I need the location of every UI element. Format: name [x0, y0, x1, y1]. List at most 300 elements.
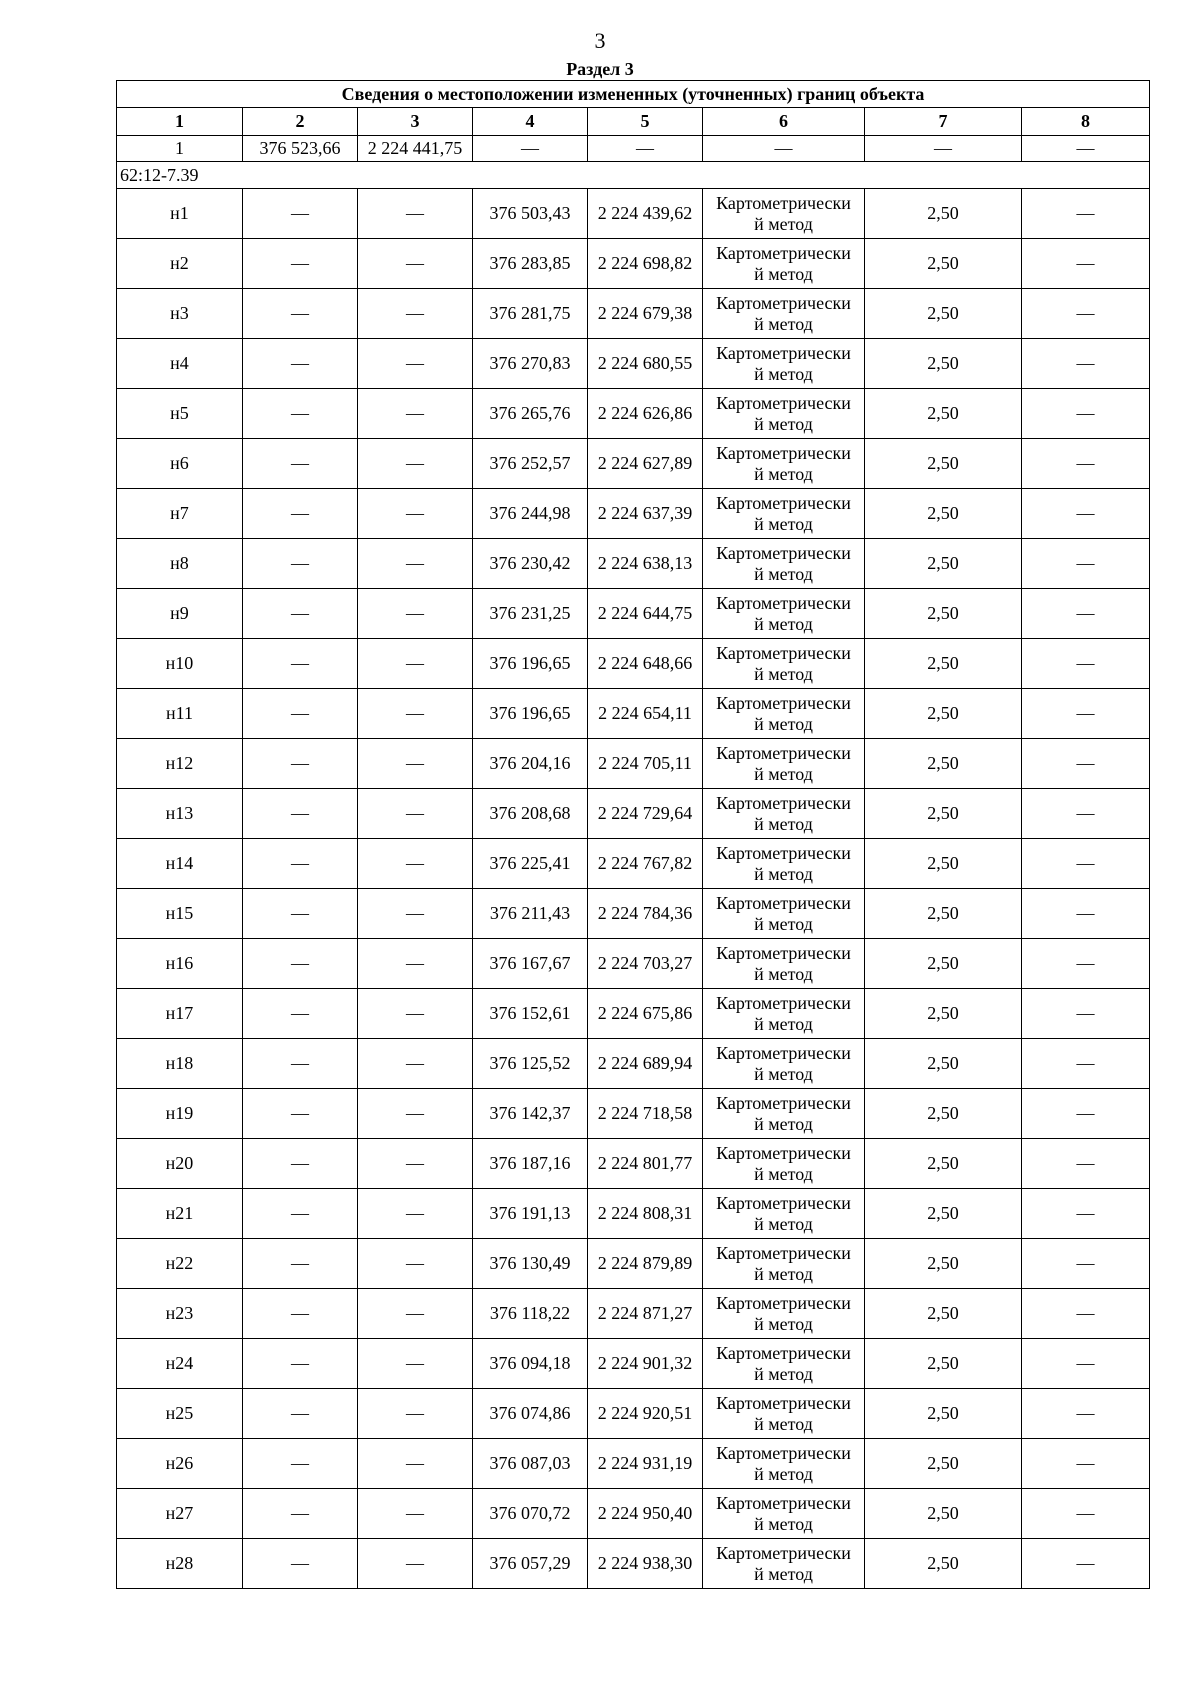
method-line-2: й метод	[754, 413, 813, 434]
method-line-1: Картометрически	[716, 492, 851, 513]
table-cell: 2 224 644,75	[588, 589, 703, 639]
table-cell: н10	[117, 639, 243, 689]
table-cell: —	[1022, 1439, 1150, 1489]
table-cell: 2 224 680,55	[588, 339, 703, 389]
table-caption: Сведения о местоположении измененных (уточненных) границ объекта	[117, 81, 1150, 108]
table-cell: 2 224 920,51	[588, 1389, 703, 1439]
table-cell: 2,50	[865, 1239, 1022, 1289]
table-cell: —	[243, 1289, 358, 1339]
table-row	[117, 1389, 1150, 1439]
table-row	[117, 389, 1150, 439]
method-line-2: й метод	[754, 263, 813, 284]
method-line-2: й метод	[754, 463, 813, 484]
column-number: 6	[703, 108, 865, 136]
method-line-2: й метод	[754, 563, 813, 584]
method-line-1: Картометрически	[716, 542, 851, 563]
table-cell: —	[358, 939, 473, 989]
table-row	[117, 189, 1150, 239]
table-cell: 2,50	[865, 1339, 1022, 1389]
existing-point-row	[117, 136, 1150, 162]
table-cell: —	[1022, 239, 1150, 289]
table-cell: 2 224 648,66	[588, 639, 703, 689]
table-cell: —	[243, 1339, 358, 1389]
table-cell: 2 224 871,27	[588, 1289, 703, 1339]
table-cell: 2 224 801,77	[588, 1139, 703, 1189]
table-cell: 2,50	[865, 539, 1022, 589]
method-line-1: Картометрически	[716, 392, 851, 413]
method-line-2: й метод	[754, 313, 813, 334]
table-row	[117, 989, 1150, 1039]
method-cell	[703, 739, 865, 789]
table-cell: 376 283,85	[473, 239, 588, 289]
table-cell: —	[1022, 1389, 1150, 1439]
table-cell: 2,50	[865, 439, 1022, 489]
method-line-1: Картометрически	[716, 1542, 851, 1563]
method-line-1: Картометрически	[716, 1492, 851, 1513]
table-cell: 2 224 705,11	[588, 739, 703, 789]
table-cell: —	[358, 989, 473, 1039]
table-row	[117, 689, 1150, 739]
table-cell: 376 196,65	[473, 639, 588, 689]
table-row	[117, 1189, 1150, 1239]
table-cell: —	[1022, 439, 1150, 489]
method-line-2: й метод	[754, 1363, 813, 1384]
table-cell: —	[1022, 1139, 1150, 1189]
table-cell: —	[243, 939, 358, 989]
table-cell: 2,50	[865, 1089, 1022, 1139]
table-cell: —	[358, 1089, 473, 1139]
table-row	[117, 439, 1150, 489]
table-cell: 2,50	[865, 489, 1022, 539]
table-row	[117, 1139, 1150, 1189]
table-cell: —	[358, 1539, 473, 1589]
table-cell: 376 244,98	[473, 489, 588, 539]
table-cell: —	[243, 539, 358, 589]
table-cell: —	[358, 1239, 473, 1289]
table-cell: 2 224 808,31	[588, 1189, 703, 1239]
boundary-coordinates-table	[116, 80, 1150, 1589]
method-line-1: Картометрически	[716, 1242, 851, 1263]
table-cell: 2 224 637,39	[588, 489, 703, 539]
table-cell: —	[1022, 189, 1150, 239]
table-cell: 376 152,61	[473, 989, 588, 1039]
table-cell: 2 224 767,82	[588, 839, 703, 889]
table-cell: н13	[117, 789, 243, 839]
method-cell	[703, 989, 865, 1039]
table-cell: 2,50	[865, 1039, 1022, 1089]
table-cell: —	[358, 539, 473, 589]
table-row	[117, 1289, 1150, 1339]
table-cell: —	[243, 889, 358, 939]
table-cell: —	[1022, 1489, 1150, 1539]
table-cell: 2,50	[865, 1439, 1022, 1489]
table-cell: —	[243, 289, 358, 339]
table-cell: —	[243, 1239, 358, 1289]
table-cell: 2 224 654,11	[588, 689, 703, 739]
method-line-2: й метод	[754, 1463, 813, 1484]
table-cell: 376 225,41	[473, 839, 588, 889]
table-cell: 2,50	[865, 339, 1022, 389]
table-cell: —	[1022, 1239, 1150, 1289]
table-cell: 376 087,03	[473, 1439, 588, 1489]
table-row	[117, 1039, 1150, 1089]
method-cell	[703, 1239, 865, 1289]
table-cell: 2 224 879,89	[588, 1239, 703, 1289]
table-cell: —	[243, 1489, 358, 1539]
table-cell: —	[358, 189, 473, 239]
method-cell	[703, 1289, 865, 1339]
table-cell: —	[243, 1439, 358, 1489]
method-line-1: Картометрически	[716, 1042, 851, 1063]
table-cell: —	[243, 439, 358, 489]
method-line-2: й метод	[754, 613, 813, 634]
table-cell: н8	[117, 539, 243, 589]
table-cell: 376 523,66	[243, 136, 358, 162]
table-cell: 2 224 679,38	[588, 289, 703, 339]
table-cell: 2 224 441,75	[358, 136, 473, 162]
table-cell: —	[358, 1489, 473, 1539]
table-cell: 376 204,16	[473, 739, 588, 789]
method-cell	[703, 689, 865, 739]
table-cell: 2,50	[865, 189, 1022, 239]
method-cell	[703, 939, 865, 989]
method-line-2: й метод	[754, 813, 813, 834]
method-line-1: Картометрически	[716, 242, 851, 263]
table-cell: 376 503,43	[473, 189, 588, 239]
table-cell: н19	[117, 1089, 243, 1139]
column-number: 1	[117, 108, 243, 136]
table-cell: —	[358, 1289, 473, 1339]
table-cell: 2,50	[865, 639, 1022, 689]
table-cell: 2 224 950,40	[588, 1489, 703, 1539]
table-cell: н16	[117, 939, 243, 989]
table-cell: —	[243, 839, 358, 889]
table-cell: н11	[117, 689, 243, 739]
table-cell: н3	[117, 289, 243, 339]
method-cell	[703, 1539, 865, 1589]
table-cell: —	[358, 589, 473, 639]
table-cell: н27	[117, 1489, 243, 1539]
table-cell: н18	[117, 1039, 243, 1089]
table-cell: 376 074,86	[473, 1389, 588, 1439]
table-cell: —	[358, 489, 473, 539]
table-cell: —	[243, 589, 358, 639]
method-cell	[703, 1039, 865, 1089]
method-line-2: й метод	[754, 863, 813, 884]
table-cell: 376 125,52	[473, 1039, 588, 1089]
table-cell: 376 231,25	[473, 589, 588, 639]
table-row	[117, 289, 1150, 339]
column-number: 8	[1022, 108, 1150, 136]
table-cell: н17	[117, 989, 243, 1039]
method-line-1: Картометрически	[716, 192, 851, 213]
table-row	[117, 539, 1150, 589]
method-line-1: Картометрически	[716, 842, 851, 863]
table-row	[117, 839, 1150, 889]
table-row	[117, 1239, 1150, 1289]
table-cell: н12	[117, 739, 243, 789]
table-cell: —	[358, 889, 473, 939]
method-line-1: Картометрически	[716, 1392, 851, 1413]
method-line-2: й метод	[754, 913, 813, 934]
table-cell: —	[243, 1039, 358, 1089]
table-cell: —	[1022, 639, 1150, 689]
column-number: 5	[588, 108, 703, 136]
table-cell: —	[358, 1339, 473, 1389]
table-cell: —	[358, 789, 473, 839]
table-cell: —	[1022, 589, 1150, 639]
method-line-1: Картометрически	[716, 1342, 851, 1363]
table-cell: —	[1022, 339, 1150, 389]
table-cell: —	[1022, 689, 1150, 739]
method-cell	[703, 539, 865, 589]
method-line-2: й метод	[754, 213, 813, 234]
method-cell	[703, 339, 865, 389]
table-cell: —	[1022, 739, 1150, 789]
table-cell: —	[1022, 939, 1150, 989]
table-cell: —	[243, 789, 358, 839]
method-line-1: Картометрически	[716, 292, 851, 313]
table-cell: 2 224 698,82	[588, 239, 703, 289]
table-cell: 2,50	[865, 1539, 1022, 1589]
table-cell: —	[243, 689, 358, 739]
table-cell: 376 252,57	[473, 439, 588, 489]
table-cell: —	[1022, 289, 1150, 339]
table-cell: 2,50	[865, 1139, 1022, 1189]
table-cell: 2 224 938,30	[588, 1539, 703, 1589]
table-cell: н7	[117, 489, 243, 539]
table-cell: 2,50	[865, 1389, 1022, 1439]
table-row	[117, 589, 1150, 639]
table-cell: н15	[117, 889, 243, 939]
page-number: 3	[594, 28, 606, 53]
table-cell: —	[243, 989, 358, 1039]
table-cell: 376 211,43	[473, 889, 588, 939]
table-row	[117, 1339, 1150, 1389]
table-cell: —	[243, 639, 358, 689]
table-cell: 2 224 703,27	[588, 939, 703, 989]
table-cell: 376 130,49	[473, 1239, 588, 1289]
table-cell: 2,50	[865, 739, 1022, 789]
method-cell	[703, 239, 865, 289]
table-cell: —	[1022, 1189, 1150, 1239]
table-cell: 376 281,75	[473, 289, 588, 339]
method-cell	[703, 1439, 865, 1489]
method-cell	[703, 1189, 865, 1239]
plot-label-row	[117, 162, 1150, 189]
table-row	[117, 889, 1150, 939]
table-cell: —	[1022, 389, 1150, 439]
method-line-2: й метод	[754, 1313, 813, 1334]
section-title: Раздел 3	[566, 59, 634, 79]
table-cell: —	[1022, 1289, 1150, 1339]
table-cell: н28	[117, 1539, 243, 1589]
table-cell: —	[358, 1139, 473, 1189]
table-cell: —	[243, 1089, 358, 1139]
table-cell: —	[1022, 1339, 1150, 1389]
table-cell: —	[358, 239, 473, 289]
table-cell: —	[358, 289, 473, 339]
method-line-1: Картометрически	[716, 892, 851, 913]
table-cell: н14	[117, 839, 243, 889]
table-cell: 376 230,42	[473, 539, 588, 589]
method-line-1: Картометрически	[716, 992, 851, 1013]
method-line-1: Картометрически	[716, 1442, 851, 1463]
table-row	[117, 239, 1150, 289]
table-cell: 2,50	[865, 389, 1022, 439]
method-line-1: Картометрически	[716, 692, 851, 713]
table-cell: н5	[117, 389, 243, 439]
table-cell: —	[1022, 839, 1150, 889]
table-cell: —	[1022, 789, 1150, 839]
table-cell: —	[588, 136, 703, 162]
method-line-2: й метод	[754, 763, 813, 784]
table-cell: 376 167,67	[473, 939, 588, 989]
table-cell: 376 270,83	[473, 339, 588, 389]
table-cell: —	[358, 389, 473, 439]
plot-label: 62:12-7.39	[117, 162, 1150, 189]
table-cell: 376 118,22	[473, 1289, 588, 1339]
table-cell: —	[358, 639, 473, 689]
table-cell: —	[243, 239, 358, 289]
table-cell: н25	[117, 1389, 243, 1439]
table-cell: —	[358, 1039, 473, 1089]
table-cell: —	[243, 1389, 358, 1439]
table-row	[117, 739, 1150, 789]
table-cell: н4	[117, 339, 243, 389]
method-line-2: й метод	[754, 1563, 813, 1584]
table-cell: —	[1022, 539, 1150, 589]
column-number: 2	[243, 108, 358, 136]
table-cell: 2,50	[865, 1489, 1022, 1539]
method-line-1: Картометрически	[716, 592, 851, 613]
table-cell: —	[1022, 1039, 1150, 1089]
method-cell	[703, 289, 865, 339]
table-cell: —	[243, 389, 358, 439]
table-cell: —	[243, 1189, 358, 1239]
method-line-2: й метод	[754, 513, 813, 534]
method-cell	[703, 639, 865, 689]
table-cell: 2,50	[865, 589, 1022, 639]
table-cell: н2	[117, 239, 243, 289]
table-row	[117, 1439, 1150, 1489]
table-cell: 2,50	[865, 889, 1022, 939]
method-line-1: Картометрически	[716, 442, 851, 463]
table-cell: н9	[117, 589, 243, 639]
table-cell: н23	[117, 1289, 243, 1339]
table-cell: —	[358, 839, 473, 889]
table-cell: 376 265,76	[473, 389, 588, 439]
table-cell: —	[243, 1139, 358, 1189]
table-row	[117, 1089, 1150, 1139]
table-cell: 2 224 931,19	[588, 1439, 703, 1489]
table-cell: н26	[117, 1439, 243, 1489]
method-cell	[703, 789, 865, 839]
method-cell	[703, 1389, 865, 1439]
table-cell: 376 208,68	[473, 789, 588, 839]
table-cell: н21	[117, 1189, 243, 1239]
table-cell: 2 224 689,94	[588, 1039, 703, 1089]
table-row	[117, 939, 1150, 989]
method-cell	[703, 889, 865, 939]
table-cell: 2 224 627,89	[588, 439, 703, 489]
table-cell: 2 224 729,64	[588, 789, 703, 839]
method-line-2: й метод	[754, 1513, 813, 1534]
table-cell: 1	[117, 136, 243, 162]
method-line-2: й метод	[754, 1213, 813, 1234]
method-line-2: й метод	[754, 663, 813, 684]
table-cell: —	[358, 689, 473, 739]
table-row	[117, 789, 1150, 839]
table-cell: 2,50	[865, 239, 1022, 289]
table-cell: —	[703, 136, 865, 162]
method-line-1: Картометрически	[716, 742, 851, 763]
table-row	[117, 489, 1150, 539]
method-line-2: й метод	[754, 1163, 813, 1184]
table-cell: 2,50	[865, 1289, 1022, 1339]
table-row	[117, 1489, 1150, 1539]
table-cell: н20	[117, 1139, 243, 1189]
method-cell	[703, 839, 865, 889]
table-cell: 376 187,16	[473, 1139, 588, 1189]
table-cell: —	[243, 1539, 358, 1589]
table-cell: —	[243, 739, 358, 789]
table-row	[117, 639, 1150, 689]
method-cell	[703, 1339, 865, 1389]
table-cell: —	[358, 439, 473, 489]
table-cell: 2,50	[865, 839, 1022, 889]
table-cell: —	[1022, 889, 1150, 939]
method-line-2: й метод	[754, 363, 813, 384]
method-line-2: й метод	[754, 963, 813, 984]
table-cell: 2 224 439,62	[588, 189, 703, 239]
method-line-2: й метод	[754, 1263, 813, 1284]
table-cell: —	[1022, 989, 1150, 1039]
table-cell: 2 224 626,86	[588, 389, 703, 439]
method-cell	[703, 1089, 865, 1139]
method-line-2: й метод	[754, 1063, 813, 1084]
method-cell	[703, 1489, 865, 1539]
table-cell: 2,50	[865, 789, 1022, 839]
table-cell: 2 224 901,32	[588, 1339, 703, 1389]
method-cell	[703, 1139, 865, 1189]
table-cell: 376 070,72	[473, 1489, 588, 1539]
table-cell: 2 224 675,86	[588, 989, 703, 1039]
column-number: 4	[473, 108, 588, 136]
method-line-1: Картометрически	[716, 1192, 851, 1213]
method-line-1: Картометрически	[716, 642, 851, 663]
column-number: 3	[358, 108, 473, 136]
method-line-2: й метод	[754, 713, 813, 734]
table-cell: 2 224 718,58	[588, 1089, 703, 1139]
table-cell: —	[473, 136, 588, 162]
table-cell: н6	[117, 439, 243, 489]
table-cell: н1	[117, 189, 243, 239]
method-line-1: Картометрически	[716, 1092, 851, 1113]
method-cell	[703, 189, 865, 239]
table-cell: 376 057,29	[473, 1539, 588, 1589]
table-cell: —	[243, 189, 358, 239]
table-cell: 376 196,65	[473, 689, 588, 739]
table-cell: —	[243, 489, 358, 539]
table-cell: 2 224 784,36	[588, 889, 703, 939]
method-line-1: Картометрически	[716, 1292, 851, 1313]
table-cell: —	[358, 1389, 473, 1439]
method-line-2: й метод	[754, 1113, 813, 1134]
table-cell: —	[243, 339, 358, 389]
table-row	[117, 339, 1150, 389]
table-cell: 2,50	[865, 689, 1022, 739]
